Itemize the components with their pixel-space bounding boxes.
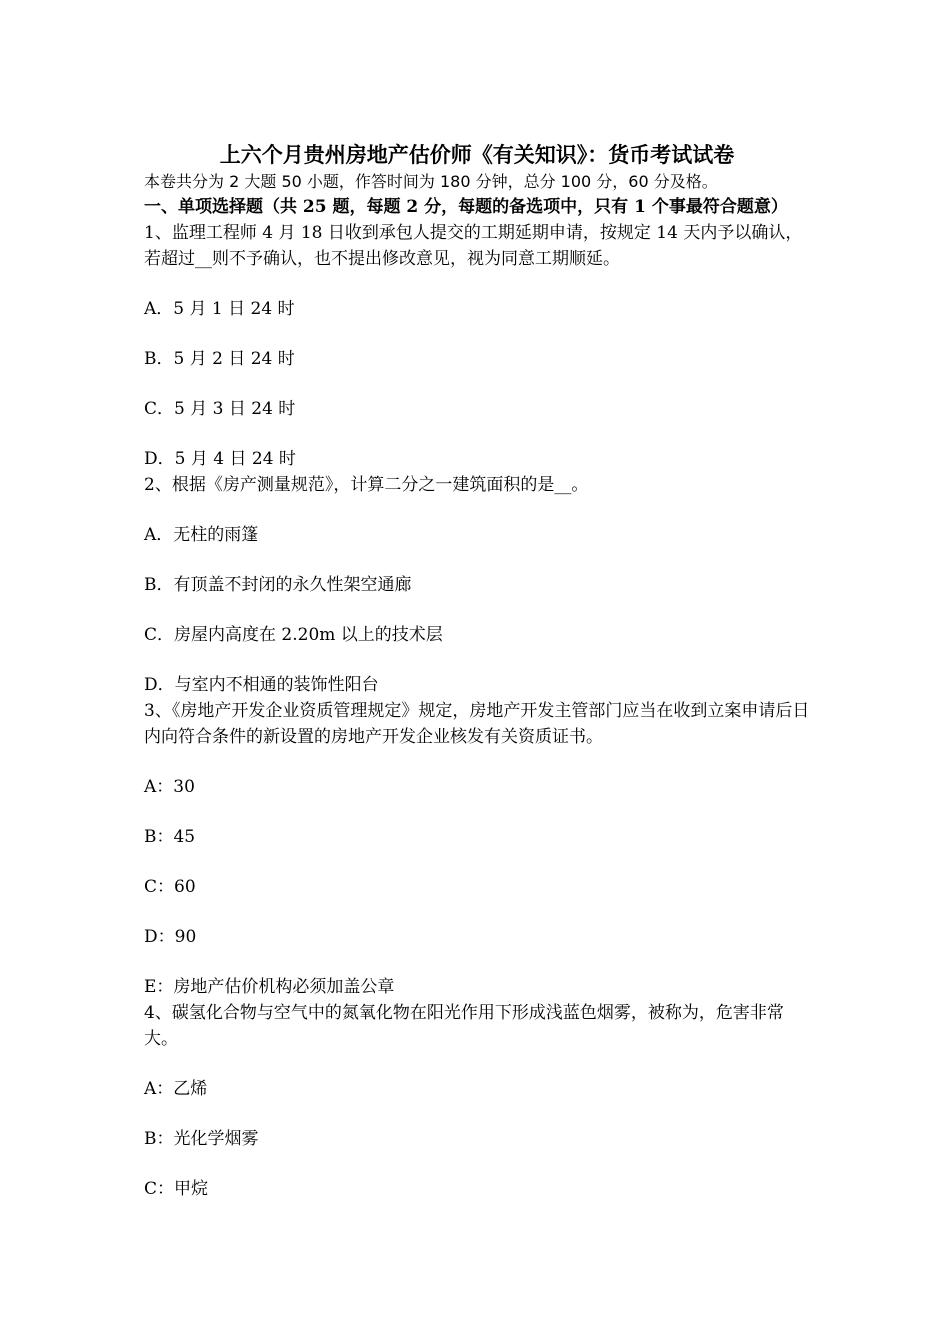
option-c: C：甲烷 [144,1179,209,1199]
option-d: D．5 月 4 日 24 时 [144,449,296,469]
question-text: 1、监理工程师 4 月 18 日收到承包人提交的工期延期申请，按规定 14 天内予以确认，若超过__则不予确认，也不提出修改意见，视为同意工期顺延。 [144,223,803,269]
exam-intro: 本卷共分为 2 大题 50 小题，作答时间为 180 分钟，总分 100 分，60 分及格。 [144,172,718,191]
question-4 [144,1000,810,1202]
option-c: C：60 [144,877,196,897]
option-a: A．无柱的雨篷 [144,525,259,545]
option-b: B．5 月 2 日 24 时 [144,349,295,369]
option-a: A：30 [144,777,195,797]
option-b: B．有顶盖不封闭的永久性架空通廊 [144,575,412,595]
question-2 [144,472,810,698]
question-3 [144,698,810,1000]
option-a: A：乙烯 [144,1079,208,1099]
option-d: D．与室内不相通的装饰性阳台 [144,675,379,695]
option-b: B：45 [144,827,196,847]
option-e: E：房地产估价机构必须加盖公章 [144,977,395,997]
section-heading: 一、单项选择题（共 25 题，每题 2 分，每题的备选项中，只有 1 个事最符合题意） [144,197,788,217]
option-a: A．5 月 1 日 24 时 [144,299,295,319]
question-text: 4、碳氢化合物与空气中的氮氧化物在阳光作用下形成浅蓝色烟雾，被称为，危害非常大。 [144,1003,784,1049]
option-b: B：光化学烟雾 [144,1129,259,1149]
option-c: C．房屋内高度在 2.20m 以上的技术层 [144,625,443,645]
option-c: C．5 月 3 日 24 时 [144,399,296,419]
document-title: 上六个月贵州房地产估价师《有关知识》：货币考试试卷 [219,142,735,167]
question-1 [144,220,810,472]
option-d: D：90 [144,927,197,947]
document-page [144,140,810,1202]
question-text: 2、根据《房产测量规范》，计算二分之一建筑面积的是__。 [144,475,589,495]
question-text: 3、《房地产开发企业资质管理规定》规定，房地产开发主管部门应当在收到立案申请后日内向符合条件的新设置的房地产开发企业核发有关资质证书。 [144,701,810,747]
